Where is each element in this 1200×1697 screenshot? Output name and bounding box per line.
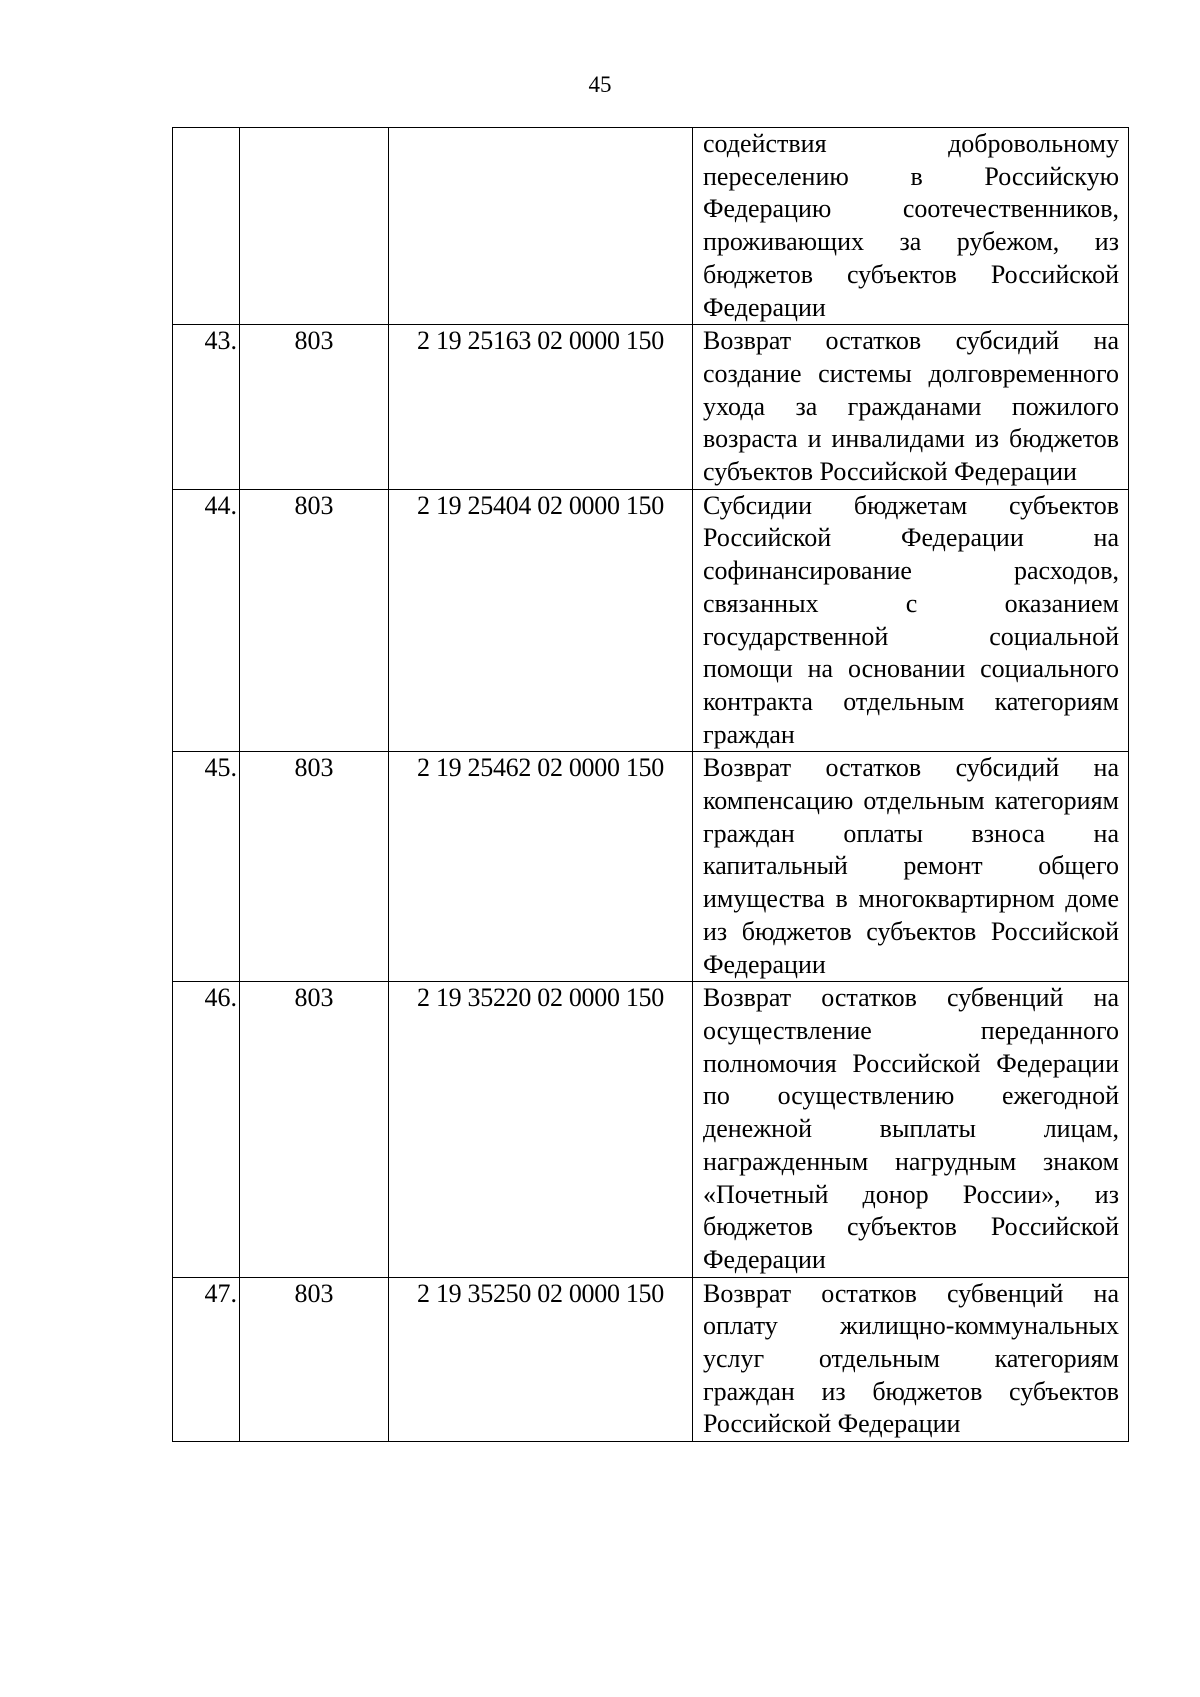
revenue-description: Возврат остатков субвенций на осуществление переданного полномочия Российской Федерации по осуществлению ежегодной денежной выплаты лицам, награжденным нагрудным знаком «Почетный донор России», из бюджетов субъектов Российской Федерации <box>693 982 1129 1277</box>
table-row <box>173 1277 1129 1442</box>
admin-code: 803 <box>240 1277 389 1442</box>
table-row <box>173 982 1129 1277</box>
budget-classification-code: 2 19 25462 02 0000 150 <box>389 752 693 982</box>
admin-code: 803 <box>240 489 389 752</box>
revenue-description: содействия добровольному переселению в Российскую Федерацию соотечественников, проживающих за рубежом, из бюджетов субъектов Российской Федерации <box>693 128 1129 325</box>
row-number: 44. <box>173 489 240 752</box>
budget-classification-code: 2 19 35250 02 0000 150 <box>389 1277 693 1442</box>
table-row <box>173 489 1129 752</box>
admin-code <box>240 128 389 325</box>
page-number: 45 <box>588 72 612 97</box>
row-number: 43. <box>173 325 240 490</box>
row-number: 47. <box>173 1277 240 1442</box>
budget-classification-code: 2 19 25163 02 0000 150 <box>389 325 693 490</box>
budget-classification-code: 2 19 25404 02 0000 150 <box>389 489 693 752</box>
row-number: 46. <box>173 982 240 1277</box>
admin-code: 803 <box>240 325 389 490</box>
revenue-description: Возврат остатков субвенций на оплату жилищно-коммунальных услуг отдельным категориям граждан из бюджетов субъектов Российской Федерации <box>693 1277 1129 1442</box>
revenue-description: Субсидии бюджетам субъектов Российской Федерации на софинансирование расходов, связанных с оказанием государственной социальной помощи на основании социального контракта отдельным категориям граждан <box>693 489 1129 752</box>
row-number <box>173 128 240 325</box>
admin-code: 803 <box>240 982 389 1277</box>
admin-code: 803 <box>240 752 389 982</box>
table-row <box>173 325 1129 490</box>
table-row <box>173 128 1129 325</box>
budget-classification-code: 2 19 35220 02 0000 150 <box>389 982 693 1277</box>
budget-codes-table <box>172 127 1129 1442</box>
table-row <box>173 752 1129 982</box>
revenue-description: Возврат остатков субсидий на компенсацию отдельным категориям граждан оплаты взноса на капитальный ремонт общего имущества в многоквартирном доме из бюджетов субъектов Российской Федерации <box>693 752 1129 982</box>
budget-classification-code <box>389 128 693 325</box>
revenue-description: Возврат остатков субсидий на создание системы долговременного ухода за гражданами пожилого возраста и инвалидами из бюджетов субъектов Российской Федерации <box>693 325 1129 490</box>
row-number: 45. <box>173 752 240 982</box>
